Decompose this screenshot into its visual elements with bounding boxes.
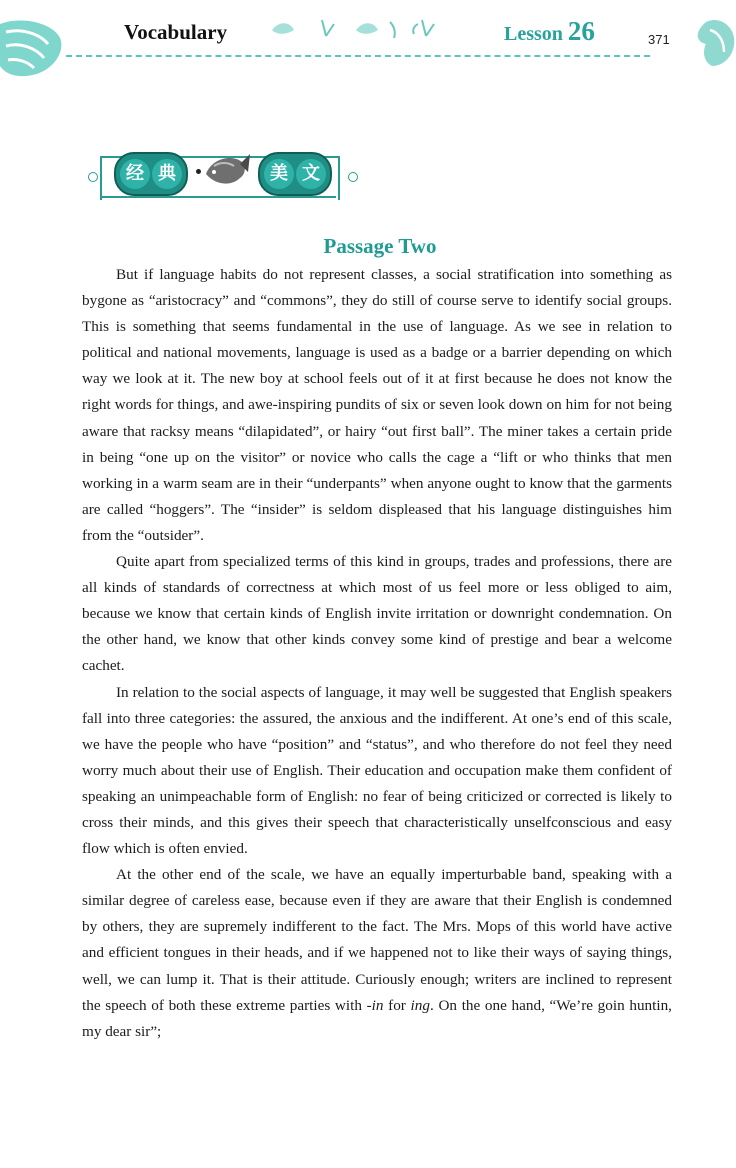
leaf-decoration-icon bbox=[0, 16, 66, 80]
lesson-number: 26 bbox=[567, 16, 595, 46]
badge-char: 文 bbox=[296, 159, 326, 189]
section-banner bbox=[88, 138, 368, 204]
paragraph-text: At the other end of the scale, we have an equally imperturbable band, speaking with a similar degree of careless ease, because even if they are aware that their English is condemned by others, they are supremely indifferent to the fact. The Mrs. Mops of this world have active and efficient tongues in their heads, and if we happened not to like their ways of saying things, well, we can lump it. That is their attitude. Curiously enough; writers are inclined to represent the speech of both these extreme parties with bbox=[82, 866, 672, 1014]
badge-char: 经 bbox=[120, 159, 150, 189]
lesson-word: Lesson bbox=[504, 23, 563, 45]
paragraph-text: for bbox=[383, 996, 411, 1014]
passage-body bbox=[82, 262, 672, 1045]
suffix-ing: ing bbox=[410, 996, 430, 1014]
badge-beautiful bbox=[258, 152, 332, 196]
banner-ring-left bbox=[88, 172, 98, 182]
paragraph: In relation to the social aspects of language, it may well be suggested that English speakers fall into three categories: the assured, the anxious and the indifferent. At one’s end of this scale, we have the people who have “position” and “status”, and who therefore do not feel they need worry much about their use of English. Their education and occupation make them confident of speaking an unimpeachable form of English: no fear of being criticized or corrected is likely to cross their minds, and this gives their speech that characteristically unselfconscious and easy flow which is often envied. bbox=[82, 683, 672, 858]
banner-dot bbox=[196, 169, 201, 174]
lesson-label bbox=[504, 16, 595, 47]
badge-char: 典 bbox=[152, 159, 182, 189]
header-divider bbox=[66, 55, 650, 57]
paragraph: But if language habits do not represent classes, a social stratification into something as bygone as “aristocracy” and “commons”, they do still of course serve to identify social groups. This is something that seems fundamental in the use of language. As we see in relation to political and national movements, language is used as a badge or a barrier depending on which way we look at it. The new boy at school feels out of it at first because he does not know the right words for things, and awe-inspiring pundits of six or seven look down on him for not being aware that racksy means “dilapidated”, or hairy “out first ball”. The miner takes a certain pride in being “one up on the visitor” or novice who calls the cage a “lift or who thinks that men working in a warm seam are in their “underpants” when anyone ought to know that the garments are called “hoggers”. The “insider” is seldom displeased that his language distinguishes him from the “outsider”. bbox=[82, 266, 672, 544]
passage-title: Passage Two bbox=[323, 234, 437, 258]
sprig-decoration-icon bbox=[268, 12, 468, 46]
paragraph: Quite apart from specialized terms of this kind in groups, trades and professions, there are all kinds of standards of correctness at which most of us feel more or less obliged to aim, because we know that certain kinds of English invite irritation or downright condemnation. On the other hand, we know that other kinds convey some kind of prestige and bear a welcome cachet. bbox=[82, 553, 672, 675]
badge-char: 美 bbox=[264, 159, 294, 189]
paragraph bbox=[82, 862, 672, 1045]
fish-icon bbox=[202, 148, 250, 192]
banner-ring-right bbox=[348, 172, 358, 182]
paragraph-text: . On the one hand, “We’re goin huntin, my dear sir”; bbox=[82, 996, 672, 1040]
page-number: 371 bbox=[648, 32, 670, 47]
suffix-in: -in bbox=[366, 996, 384, 1014]
banner-frame-bottom bbox=[100, 196, 336, 198]
leaf-decoration-right-icon bbox=[686, 12, 736, 72]
page-header bbox=[0, 0, 736, 80]
section-label: Vocabulary bbox=[124, 20, 228, 44]
badge-classic bbox=[114, 152, 188, 196]
